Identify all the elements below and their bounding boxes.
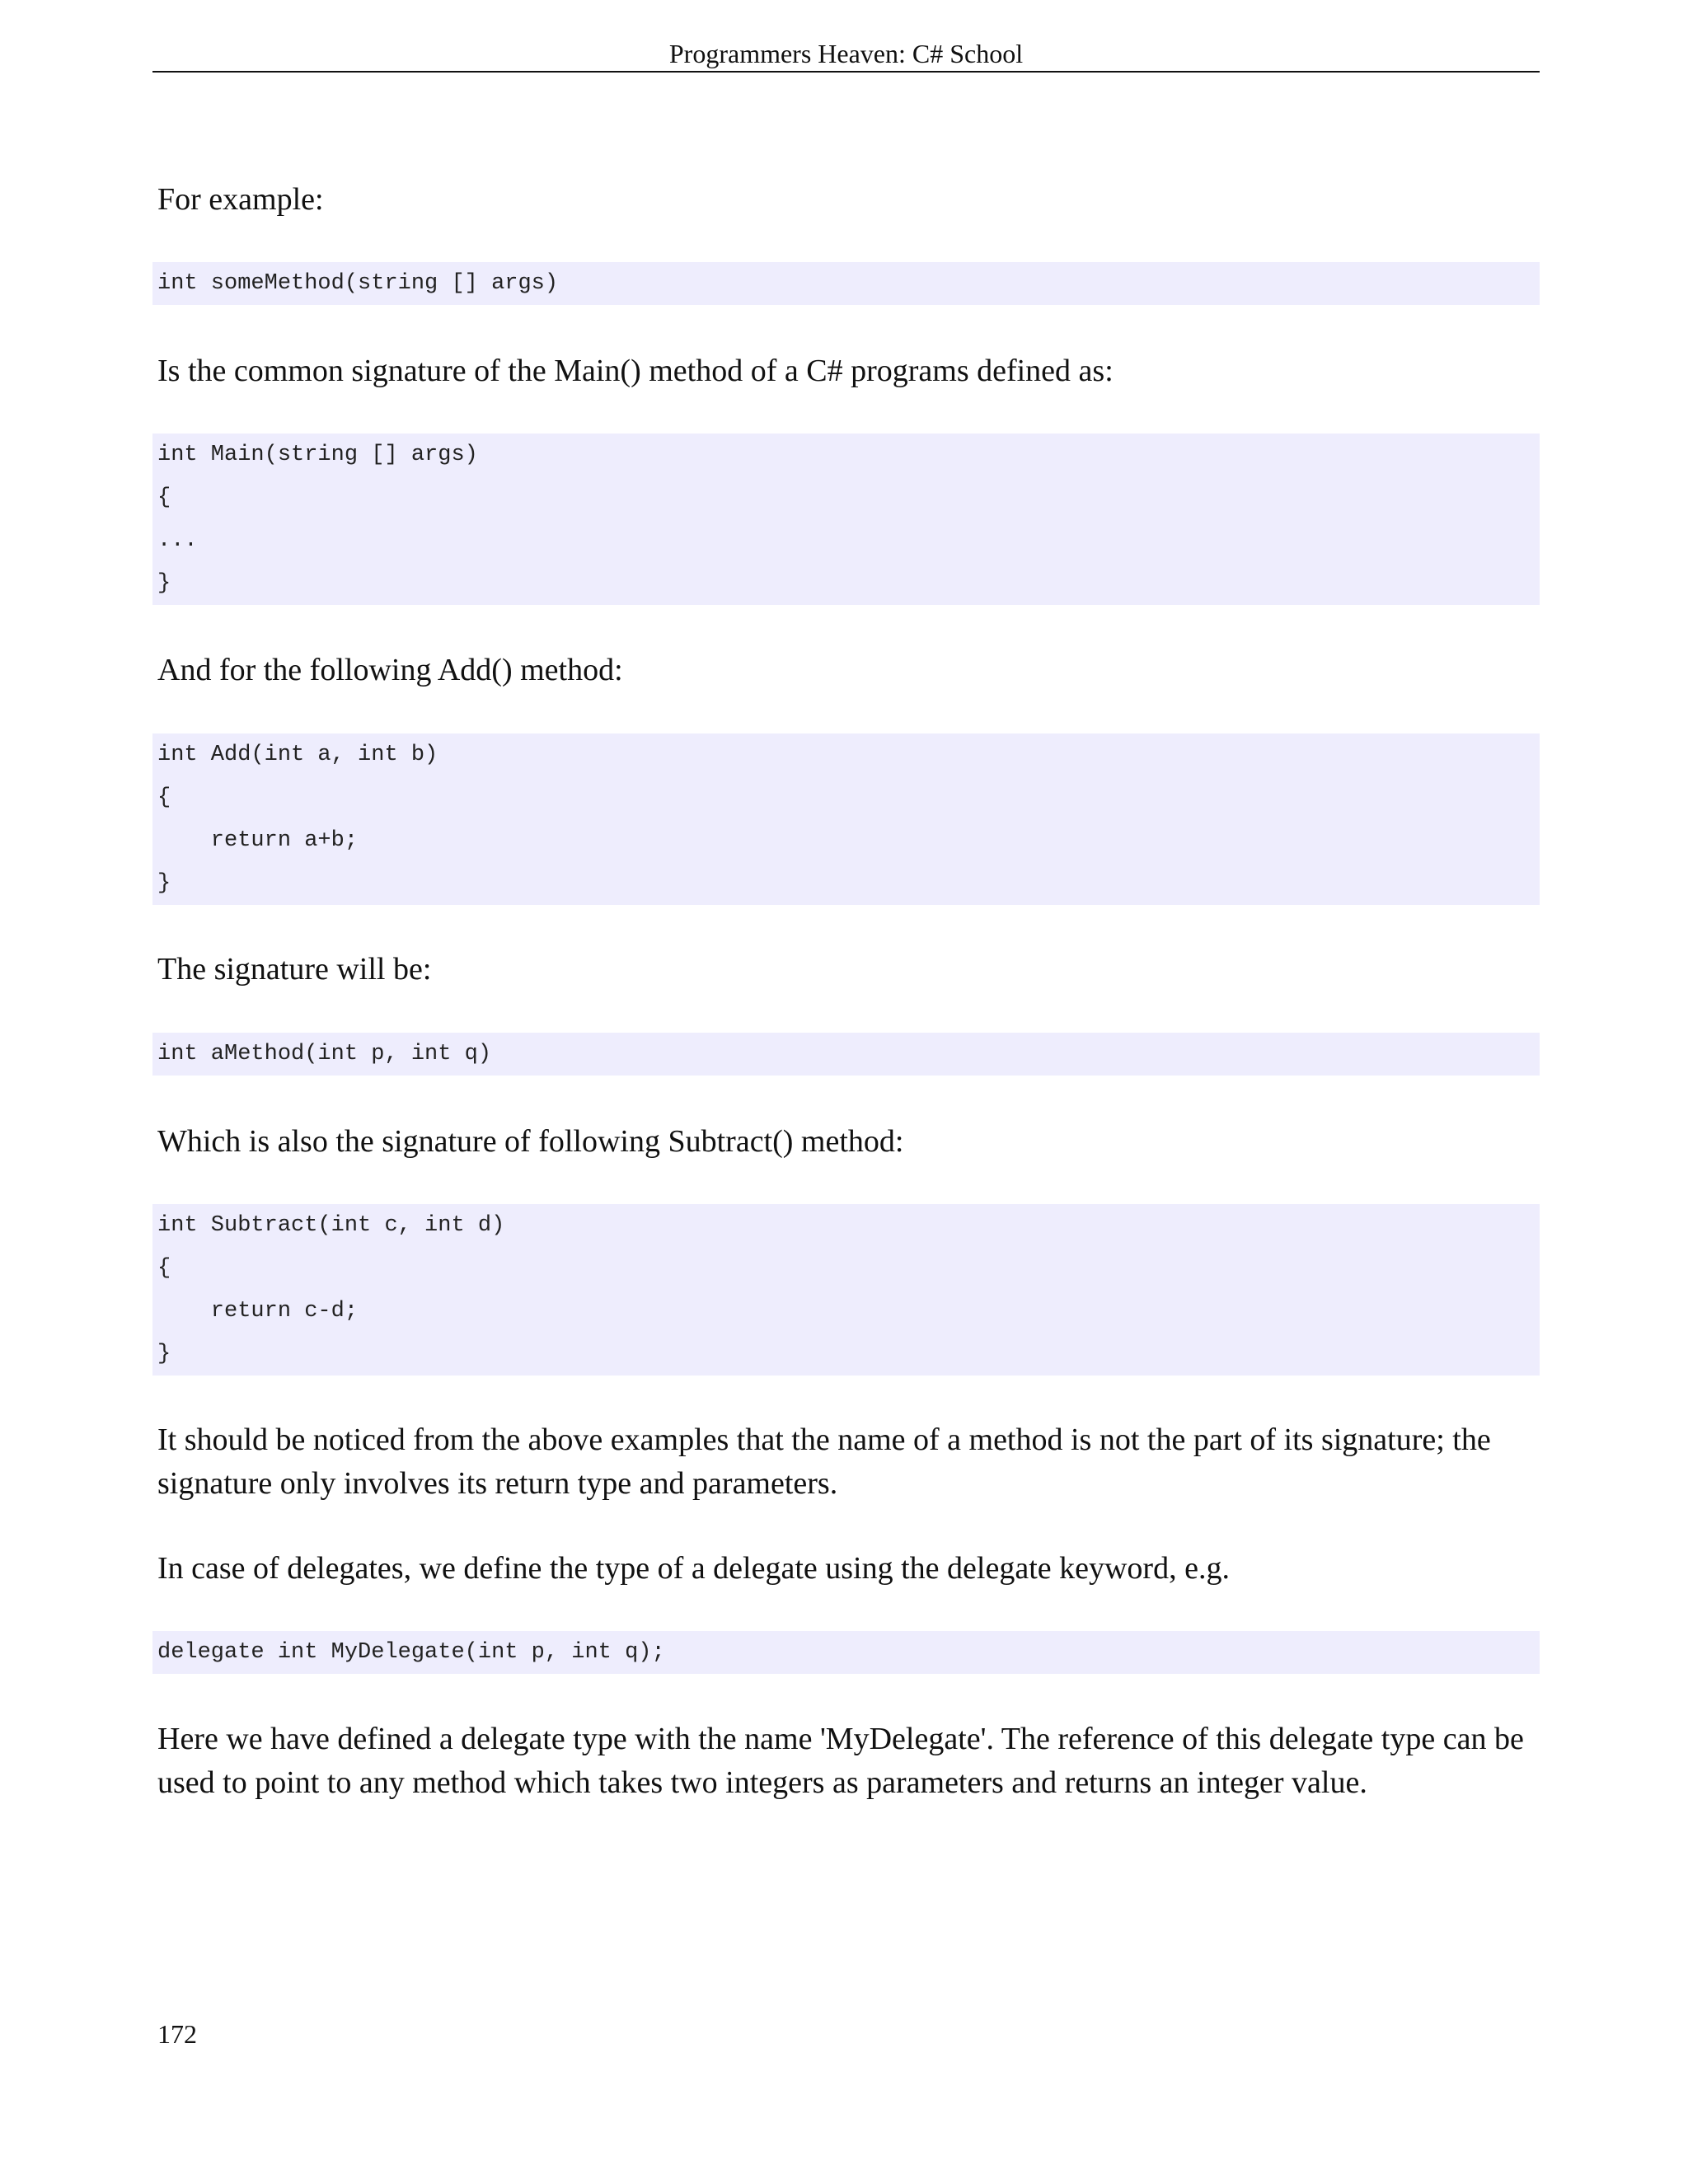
- code-block-a-method: [152, 1033, 1540, 1076]
- code-line: }: [157, 871, 171, 896]
- code-line: {: [157, 1256, 171, 1281]
- code-line: }: [157, 1342, 171, 1366]
- code-block-add: [152, 733, 1540, 905]
- code-line: int Main(string [] args): [157, 443, 478, 467]
- paragraph-subtract-method: Which is also the signature of following Subtract() method:: [157, 1124, 904, 1159]
- paragraph-signature-will-be: The signature will be:: [157, 952, 432, 987]
- code-block-main: [152, 434, 1540, 605]
- paragraph-delegates-intro: In case of delegates, we define the type of a delegate using the delegate keyword, e.g.: [157, 1551, 1230, 1586]
- code-line: int Add(int a, int b): [157, 743, 438, 767]
- code-block-subtract: [152, 1204, 1540, 1376]
- paragraph-signature-note: It should be noticed from the above examples that the name of a method is not the part of its signature; the signature only involves its return type and parameters.: [157, 1422, 1491, 1501]
- paragraph-intro: For example:: [157, 182, 324, 217]
- code-line: delegate int MyDelegate(int p, int q);: [157, 1640, 665, 1665]
- code-line: {: [157, 785, 171, 810]
- code-line: int someMethod(string [] args): [157, 271, 559, 296]
- code-line: ...: [157, 528, 198, 553]
- paragraph-add-method: And for the following Add() method:: [157, 653, 623, 687]
- code-line: int Subtract(int c, int d): [157, 1213, 505, 1238]
- code-line: }: [157, 571, 171, 596]
- code-line: int aMethod(int p, int q): [157, 1042, 492, 1066]
- code-block-delegate: [152, 1631, 1540, 1674]
- code-line: {: [157, 485, 171, 510]
- code-line: return c-d;: [157, 1299, 359, 1324]
- page-number: 172: [157, 2019, 197, 2049]
- paragraph-main-signature: Is the common signature of the Main() method of a C# programs defined as:: [157, 354, 1114, 388]
- code-line: return a+b;: [157, 828, 359, 853]
- paragraph-delegate-explanation: Here we have defined a delegate type with the name 'MyDelegate'. The reference of this delegate type can be used to point to any method which takes two integers as parameters and returns an integer value.: [157, 1722, 1524, 1800]
- page-header: Programmers Heaven: C# School: [152, 36, 1540, 73]
- code-block-some-method: [152, 262, 1540, 305]
